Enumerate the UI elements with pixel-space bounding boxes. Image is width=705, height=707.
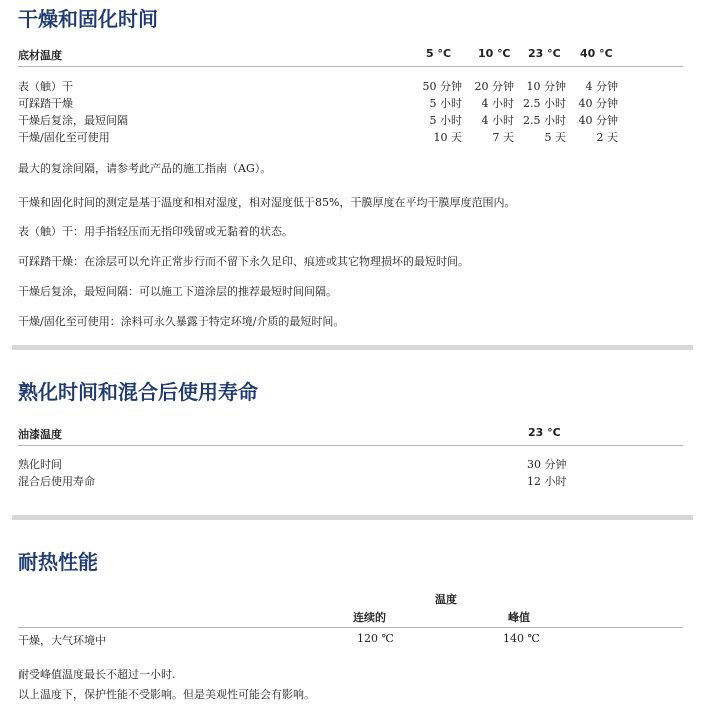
col-peak: 峰值 bbox=[508, 611, 530, 624]
heat-resistance-title: 耐热性能 bbox=[18, 550, 98, 574]
row-value: 120 ℃ bbox=[357, 632, 394, 645]
note-paragraph: 表（触）干：用手指轻压而无指印残留或无黏着的状态。 bbox=[18, 225, 293, 238]
row-value: 30 分钟 bbox=[527, 458, 567, 471]
note-paragraph: 耐受峰值温度最长不超过一小时. bbox=[18, 668, 176, 681]
section-divider bbox=[12, 345, 693, 350]
row-value: 10 分钟 bbox=[526, 80, 566, 93]
row-value: 2.5 小时 bbox=[523, 97, 566, 110]
note-paragraph: 可踩踏干燥：在涂层可以允许正常步行而不留下永久足印、痕迹或其它物理损坏的最短时间。 bbox=[18, 255, 469, 268]
col-continuous: 连续的 bbox=[353, 611, 386, 624]
drying-curing-title: 干燥和固化时间 bbox=[18, 7, 158, 31]
row-value: 4 小时 bbox=[481, 97, 514, 110]
temperature-group-header: 温度 bbox=[435, 593, 457, 606]
col-40c: 40 °C bbox=[580, 47, 613, 60]
row-label: 可踩踏干燥 bbox=[18, 97, 73, 110]
row-value: 40 分钟 bbox=[578, 114, 618, 127]
row-value: 4 小时 bbox=[481, 114, 514, 127]
row-value: 140 ℃ bbox=[503, 632, 540, 645]
row-label: 表（触）干 bbox=[18, 80, 73, 93]
col-23c: 23 °C bbox=[528, 426, 561, 439]
row-label: 熟化时间 bbox=[18, 458, 62, 471]
note-paragraph: 最大的复涂间隔，请参考此产品的施工指南（AG）。 bbox=[18, 162, 272, 175]
col-23c: 23 °C bbox=[528, 47, 561, 60]
row-label: 干燥，大气环境中 bbox=[18, 634, 106, 647]
table-rule bbox=[18, 66, 683, 67]
induction-potlife-title: 熟化时间和混合后使用寿命 bbox=[18, 380, 258, 404]
col-5c: 5 °C bbox=[426, 47, 452, 60]
row-value: 12 小时 bbox=[527, 475, 567, 488]
row-value: 2 天 bbox=[596, 131, 618, 144]
note-paragraph: 干燥和固化时间的测定是基于温度和相对湿度，相对湿度低于85%，干膜厚度在平均干膜厚度范围内。 bbox=[18, 196, 516, 209]
row-value: 40 分钟 bbox=[578, 97, 618, 110]
section-divider bbox=[12, 515, 693, 520]
table-rule bbox=[18, 627, 683, 628]
row-value: 5 小时 bbox=[429, 97, 462, 110]
paint-temp-header: 油漆温度 bbox=[18, 428, 62, 441]
row-value: 5 天 bbox=[544, 131, 566, 144]
note-paragraph: 干燥后复涂，最短间隔：可以施工下道涂层的推荐最短时间间隔。 bbox=[18, 285, 337, 298]
row-label: 混合后使用寿命 bbox=[18, 475, 95, 488]
note-paragraph: 以上温度下，保护性能不受影响。但是美观性可能会有影响。 bbox=[18, 688, 315, 701]
col-10c: 10 ℃ bbox=[478, 47, 511, 60]
table-rule bbox=[18, 445, 683, 446]
row-value: 7 天 bbox=[492, 131, 514, 144]
row-value: 4 分钟 bbox=[585, 80, 618, 93]
row-label: 干燥/固化至可使用 bbox=[18, 131, 110, 144]
row-label: 干燥后复涂，最短间隔 bbox=[18, 114, 128, 127]
row-value: 2.5 小时 bbox=[523, 114, 566, 127]
note-paragraph: 干燥/固化至可使用：涂料可永久暴露于特定环境/介质的最短时间。 bbox=[18, 315, 345, 328]
row-value: 50 分钟 bbox=[422, 80, 462, 93]
row-value: 10 天 bbox=[433, 131, 462, 144]
substrate-temp-header: 底材温度 bbox=[18, 49, 62, 62]
row-value: 5 小时 bbox=[429, 114, 462, 127]
row-value: 20 分钟 bbox=[474, 80, 514, 93]
